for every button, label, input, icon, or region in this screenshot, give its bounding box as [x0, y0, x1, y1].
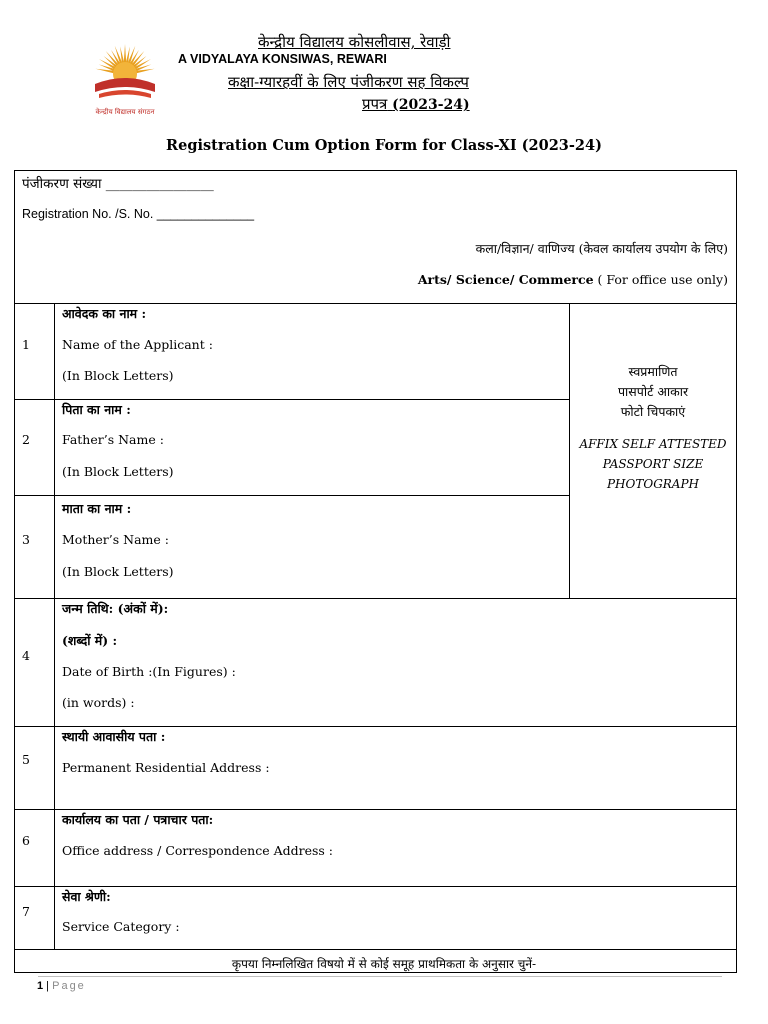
logo-text: केन्द्रीय विद्यालय संगठन [95, 108, 155, 116]
registration-no-hindi: पंजीकरण संख्या ________________ [22, 176, 214, 192]
father-name-field[interactable]: Father’s Name : [62, 432, 164, 447]
dob-words-field[interactable]: (in words) : [62, 695, 135, 710]
service-category-field[interactable]: Service Category : [62, 919, 180, 934]
kvs-logo [72, 30, 178, 120]
dob-words-hindi: (शब्दों में) : [62, 633, 118, 648]
form-title: Registration Cum Option Form for Class-XI (2023-24) [166, 137, 602, 154]
subject-group-instruction: कृपया निम्नलिखित विषयो में से कोई समूह प्राथमिकता के अनुसार चुनें- [231, 957, 537, 971]
permanent-address-field[interactable]: Permanent Residential Address : [62, 760, 270, 775]
row-number: 4 [22, 648, 30, 663]
applicant-name-field[interactable]: Name of the Applicant : [62, 337, 213, 352]
father-name-hindi: पिता का नाम : [62, 402, 131, 417]
applicant-name-hindi: आवेदक का नाम : [62, 306, 147, 321]
row-number: 1 [22, 337, 30, 352]
row-number: 7 [22, 904, 30, 919]
office-address-field[interactable]: Office address / Correspondence Address : [62, 843, 333, 858]
mother-name-field[interactable]: Mother’s Name : [62, 532, 169, 547]
block-letters-note: (In Block Letters) [62, 368, 174, 383]
block-letters-note: (In Block Letters) [62, 564, 174, 579]
office-address-hindi: कार्यालय का पता / पत्राचार पता: [62, 812, 214, 827]
stream-english: Arts/ Science/ Commerce ( For office use only) [417, 272, 728, 287]
header-hindi-school: केन्द्रीय विद्यालय कोसलीवास, रेवाड़ी [258, 33, 451, 51]
photo-cell-bg [570, 400, 736, 598]
school-name: A VIDYALAYA KONSIWAS, REWARI [178, 52, 387, 66]
page-number: 1 | Page [37, 980, 86, 992]
dob-figures-field[interactable]: Date of Birth :(In Figures) : [62, 664, 236, 679]
row-number: 3 [22, 532, 30, 547]
footer-rule [38, 976, 722, 977]
number-column-divider [54, 303, 55, 950]
address-hindi: स्थायी आवासीय पता : [62, 729, 166, 744]
photo-cell-bg [570, 494, 736, 498]
stream-hindi: कला/विज्ञान/ वाणिज्य (केवल कार्यालय उपयोग के लिए) [475, 241, 728, 256]
row-number: 2 [22, 432, 30, 447]
block-letters-note: (In Block Letters) [62, 464, 174, 479]
header-hindi-form-title: कक्षा-ग्यारहवीं के लिए पंजीकरण सह विकल्प [228, 73, 469, 91]
mother-name-hindi: माता का नाम : [62, 501, 132, 516]
row-number: 5 [22, 752, 30, 767]
row-number: 6 [22, 833, 30, 848]
photo-cell-hline-fix [54, 495, 569, 496]
service-category-hindi: सेवा श्रेणी: [62, 889, 111, 904]
table-row [14, 886, 737, 950]
dob-hindi: जन्म तिथि: (अंकों में): [62, 601, 169, 616]
photo-cell-hline-fix [54, 399, 569, 400]
registration-no-label: Registration No. /S. No. ______________ [22, 207, 255, 221]
header-hindi-form-year: प्रपत्र (2023-24) [362, 95, 470, 113]
